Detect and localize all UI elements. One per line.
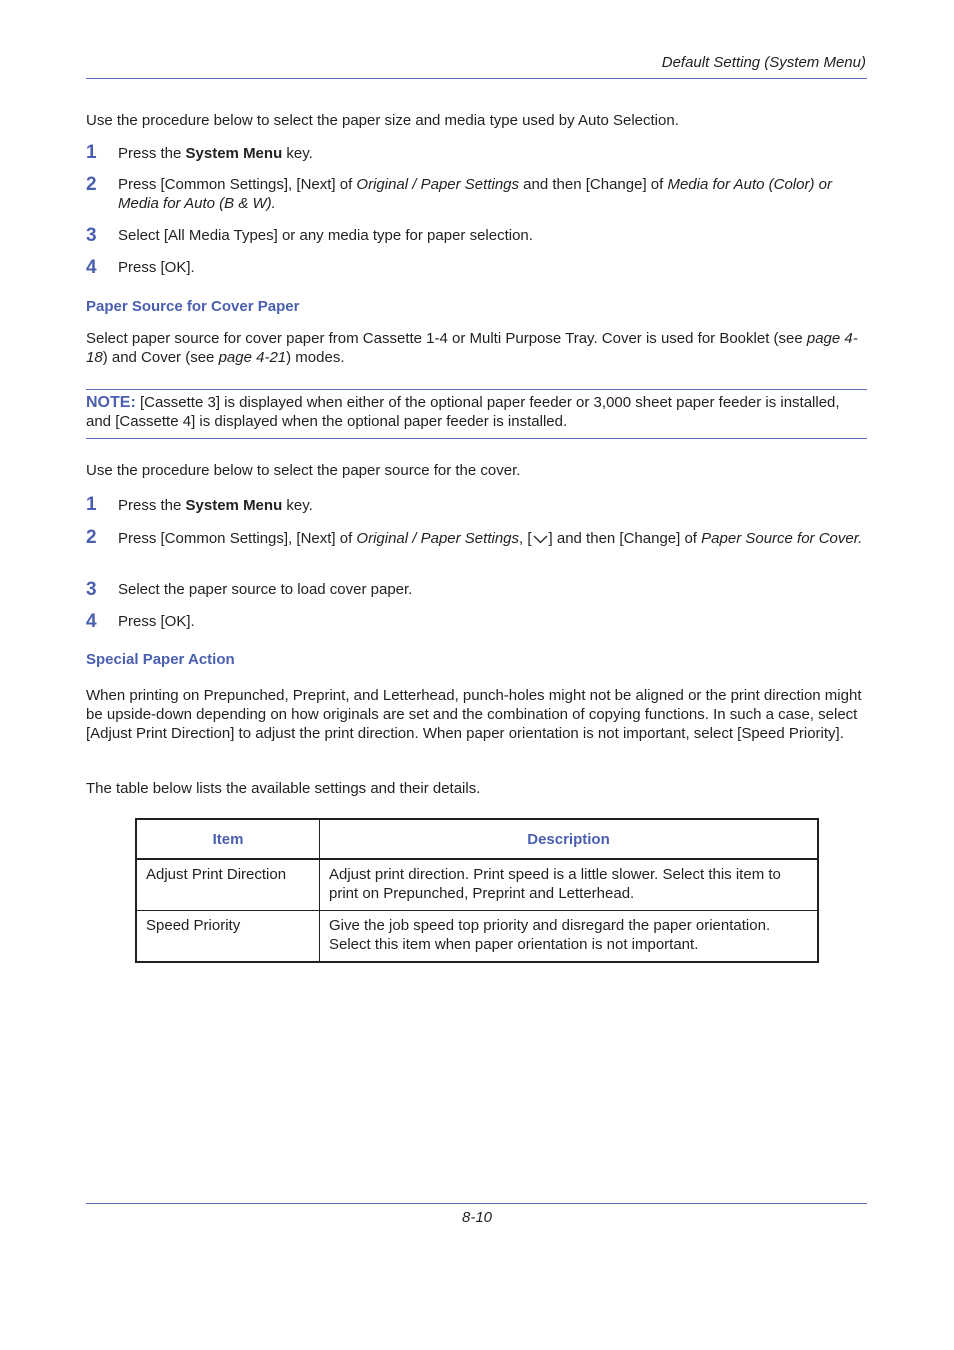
page-reference: page 4-21 [218,349,287,366]
step-number: 2 [86,174,97,195]
chevron-down-icon [532,533,549,545]
section-heading-special-paper-action: Special Paper Action [86,651,235,668]
table-cell-item: Speed Priority [136,911,320,963]
table-cell-item: Adjust Print Direction [136,859,320,911]
step-text: Press the System Menu key. [118,497,313,514]
step-number: 3 [86,579,97,600]
table-row [136,859,818,911]
column-header-item: Item [136,819,320,859]
footer-rule [86,1203,867,1204]
table-cell-description: Give the job speed top priority and disregard the paper orientation. Select this item when paper orientation is not important. [320,911,819,963]
note-box: NOTE: [Cassette 3] is displayed when either of the optional paper feeder or 3,000 sheet paper feeder is installed, and [Cassette 4] is displayed when the optional paper feeder is installed. [86,394,840,430]
cover-paper-description: Select paper source for cover paper from Cassette 1-4 or Multi Purpose Tray. Cover is used for Booklet (see page 4-18) and Cover (see page 4-21) modes. [86,330,858,366]
step-text: Press [OK]. [118,613,195,630]
step-number: 4 [86,611,97,632]
table-header-row [136,819,818,859]
step-text: Press [Common Settings], [Next] of Original / Paper Settings and then [Change] of Media for Auto (Color) or Media for Auto (B & W). [118,176,832,212]
step-number: 1 [86,494,97,515]
settings-table [135,818,819,963]
note-label: NOTE: [86,394,136,411]
step-text: Press [Common Settings], [Next] of Original / Paper Settings, [ ] and then [Change] of Paper Source for Cover. [118,530,863,547]
step-number: 4 [86,257,97,278]
note-bottom-rule [86,438,867,439]
table-cell-description: Adjust print direction. Print speed is a little slower. Select this item to print on Prepunched, Preprint and Letterhead. [320,859,819,911]
page-reference: page 4-18 [86,330,858,366]
step-text: Press [OK]. [118,259,195,276]
step-number: 2 [86,527,97,548]
cover-paper-intro: Use the procedure below to select the paper source for the cover. [86,462,521,479]
auto-selection-intro: Use the procedure below to select the paper size and media type used by Auto Selection. [86,112,679,129]
step-text: Select the paper source to load cover paper. [118,581,413,598]
special-action-description: When printing on Prepunched, Preprint, and Letterhead, punch-holes might not be aligned or the print direction might be upside-down depending on how originals are set and the combination of copying functions. In such a case, select [Adjust Print Direction] to adjust the print direction. When paper orientation is not important, select [Speed Priority]. [86,687,862,742]
table-intro: The table below lists the available settings and their details. [86,780,481,797]
step-number: 1 [86,142,97,163]
step-number: 3 [86,225,97,246]
page-number: 8-10 [461,1209,493,1226]
section-heading-cover-paper: Paper Source for Cover Paper [86,298,300,315]
header-title: Default Setting (System Menu) [661,54,866,71]
note-top-rule [86,389,867,390]
step-text: Select [All Media Types] or any media type for paper selection. [118,227,533,244]
table-row [136,911,818,963]
header-rule [86,78,867,79]
column-header-description: Description [320,819,819,859]
step-text: Press the System Menu key. [118,145,313,162]
